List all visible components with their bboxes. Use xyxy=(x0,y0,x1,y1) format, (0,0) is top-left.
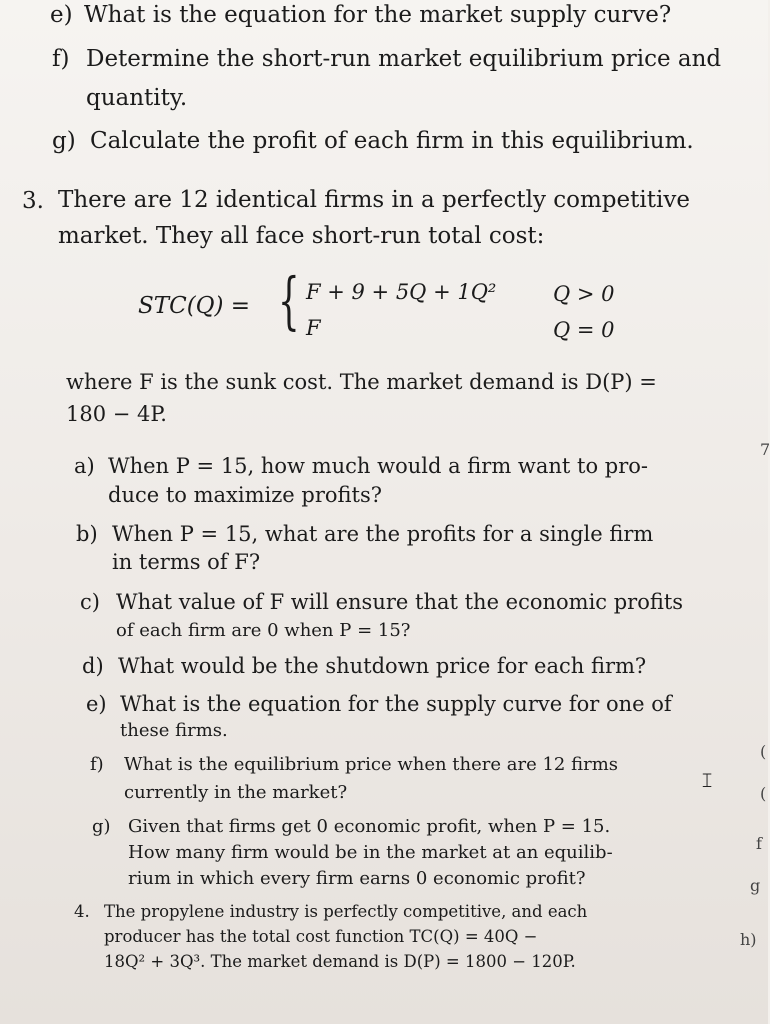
part-a-label: a) xyxy=(74,454,95,478)
problem-4-line-1: The propylene industry is perfectly competitive, and each xyxy=(104,902,588,921)
part-a-line-1: When P = 15, how much would a firm want to pro- xyxy=(108,454,649,478)
part-d-line-1: What would be the shutdown price for each firm? xyxy=(118,654,647,678)
part-b-line-2: in terms of F? xyxy=(112,550,261,574)
edge-mark: ( xyxy=(760,742,767,761)
stc-case-1-expr: F + 9 + 5Q + 1Q² xyxy=(306,280,497,304)
part-c-line-1: What value of F will ensure that the economic profits xyxy=(116,590,684,614)
edge-mark: ( xyxy=(760,784,767,803)
edge-mark: 7 xyxy=(760,440,770,459)
part-f-line-2: currently in the market? xyxy=(124,782,348,803)
edge-mark: g xyxy=(750,876,761,895)
stc-case-2-expr: F xyxy=(306,316,321,340)
part-b-line-1: When P = 15, what are the profits for a single firm xyxy=(112,522,654,546)
stc-case-1-cond: Q > 0 xyxy=(553,282,615,306)
where-text-1: where F is the sunk cost. The market demand is D(P) = xyxy=(66,370,657,394)
part-b-label: b) xyxy=(76,522,98,546)
item-f-text-2: quantity. xyxy=(86,85,188,111)
item-e-label: e) xyxy=(50,2,73,28)
problem-3-number: 3. xyxy=(22,188,44,214)
part-e-line-1: What is the equation for the supply curve for one of xyxy=(120,692,672,716)
part-a-line-2: duce to maximize profits? xyxy=(108,483,382,507)
item-g-label: g) xyxy=(52,128,76,154)
problem-4-line-3: 18Q² + 3Q³. The market demand is D(P) = 1800 − 120P. xyxy=(104,952,576,971)
part-f-label: f) xyxy=(90,754,104,775)
item-e-text: What is the equation for the market supply curve? xyxy=(84,2,672,28)
item-g-text: Calculate the profit of each firm in this equilibrium. xyxy=(90,128,694,154)
part-c-line-2: of each firm are 0 when P = 15? xyxy=(116,620,411,641)
problem-4-number: 4. xyxy=(74,902,90,921)
part-c-label: c) xyxy=(80,590,100,614)
problem-3-intro-1: There are 12 identical firms in a perfectly competitive xyxy=(58,187,690,213)
item-f-label: f) xyxy=(52,46,70,72)
stc-case-2-cond: Q = 0 xyxy=(553,318,615,342)
item-f-text: Determine the short-run market equilibrium price and xyxy=(86,46,722,72)
part-d-label: d) xyxy=(82,654,104,678)
stc-lhs: STC(Q) = xyxy=(138,293,251,319)
edge-mark: h) xyxy=(740,930,757,949)
part-g-label: g) xyxy=(92,816,111,837)
part-g-line-3: rium in which every firm earns 0 economic profit? xyxy=(128,868,586,889)
problem-4-line-2: producer has the total cost function TC(Q) = 40Q − xyxy=(104,927,538,946)
part-e-label: e) xyxy=(86,692,107,716)
part-f-line-1: What is the equilibrium price when there are 12 firms xyxy=(124,754,619,775)
edge-mark: f xyxy=(756,834,762,853)
part-g-line-1: Given that firms get 0 economic profit, when P = 15. xyxy=(128,816,611,837)
part-g-line-2: How many firm would be in the market at an equilib- xyxy=(128,842,613,863)
problem-3-intro-2: market. They all face short-run total cost: xyxy=(58,223,545,249)
part-e-line-2: these firms. xyxy=(120,720,228,741)
brace-icon: { xyxy=(278,264,300,337)
where-text-2: 180 − 4P. xyxy=(66,402,167,426)
text-cursor-icon: 𝙸 xyxy=(700,768,715,792)
